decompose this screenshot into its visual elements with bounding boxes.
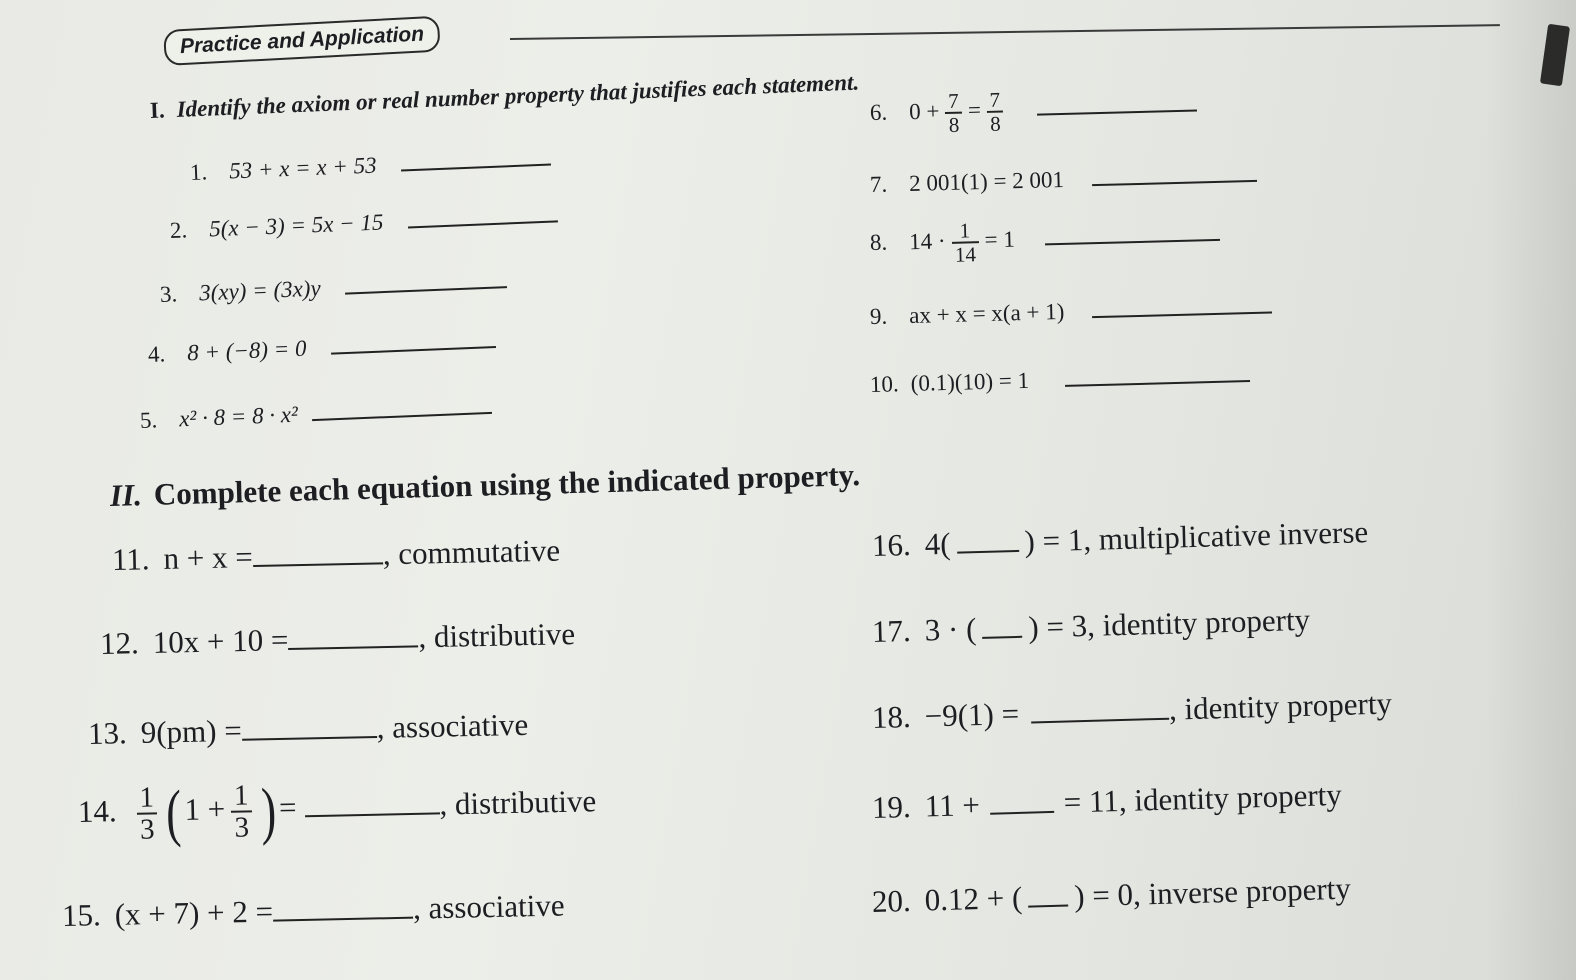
item-19 xyxy=(871,777,1342,826)
answer-blank[interactable] xyxy=(1065,378,1250,387)
item-number: 16. xyxy=(871,526,912,563)
fraction: $\frac{1}{14}$ xyxy=(951,219,979,266)
property-label: , distributive xyxy=(439,783,597,822)
item-number: 2. xyxy=(169,217,188,243)
item-number: 10. xyxy=(869,371,900,397)
item-12 xyxy=(100,616,576,662)
left-paren: ( xyxy=(165,776,183,849)
item-expression: 9(pm) = xyxy=(140,712,243,750)
item-number: 19. xyxy=(871,788,912,825)
fraction: $\frac{1}{3}$ xyxy=(231,780,253,843)
item-expression: 10x + 10 = xyxy=(152,622,289,660)
answer-blank[interactable] xyxy=(1092,309,1272,318)
item-11 xyxy=(112,533,561,578)
item-number: 18. xyxy=(871,698,912,735)
item-number: 17. xyxy=(871,612,912,649)
answer-blank[interactable] xyxy=(1092,178,1257,186)
item-6: 6. 0 + $\frac{7}{8}$ = $\frac{7}{8}$ xyxy=(869,83,1198,138)
item-number: 15. xyxy=(61,897,102,933)
page-edge-shadow xyxy=(1486,0,1576,980)
item-expression: 0 + xyxy=(908,98,940,125)
answer-blank[interactable] xyxy=(289,643,419,650)
item-expression: 2 001(1) = 2 001 xyxy=(908,166,1065,196)
answer-blank[interactable] xyxy=(331,344,496,355)
item-expression: n + x = xyxy=(163,539,254,576)
item-expression: ax + x = x(a + 1) xyxy=(908,298,1065,328)
item-13 xyxy=(88,707,529,752)
item-expression: 3 · ( xyxy=(924,611,977,648)
item-expression: x² · 8 = 8 · x² xyxy=(178,401,299,432)
item-8: 8. 14 · $\frac{1}{14}$ = 1 xyxy=(869,213,1220,268)
item-expression: 0.12 + ( xyxy=(924,879,1023,918)
item-16 xyxy=(871,514,1368,564)
item-number: 11. xyxy=(111,541,150,577)
part2-roman: II. xyxy=(109,477,143,513)
item-number: 1. xyxy=(189,159,208,185)
property-label: , identity property xyxy=(1168,685,1393,727)
answer-blank[interactable] xyxy=(407,218,557,228)
item-number: 14. xyxy=(77,793,118,830)
part1-instruction xyxy=(149,70,859,124)
part2-instruction xyxy=(109,457,860,514)
property-label: , distributive xyxy=(418,616,576,655)
answer-blank[interactable] xyxy=(983,634,1023,639)
item-number: 8. xyxy=(869,229,888,256)
property-label: ) = 1, multiplicative inverse xyxy=(1024,514,1369,559)
item-4 xyxy=(147,328,495,368)
item-expression: (x + 7) + 2 = xyxy=(114,893,274,932)
item-number: 5. xyxy=(139,407,158,433)
item-number: 20. xyxy=(871,882,912,919)
item-expression: 14 · xyxy=(908,228,946,255)
answer-blank[interactable] xyxy=(1037,108,1197,116)
item-18 xyxy=(871,685,1392,736)
answer-blank[interactable] xyxy=(1028,903,1068,908)
answer-blank[interactable] xyxy=(242,734,377,741)
item-number: 9. xyxy=(869,303,888,329)
answer-blank[interactable] xyxy=(1031,716,1169,724)
property-label: , associative xyxy=(376,706,529,745)
answer-blank[interactable] xyxy=(305,811,440,818)
part2-instruction-text: Complete each equation using the indicated property. xyxy=(153,457,861,512)
item-number: 4. xyxy=(147,341,166,367)
answer-blank[interactable] xyxy=(957,548,1019,554)
item-1 xyxy=(189,146,550,186)
item-9 xyxy=(870,293,1273,330)
answer-blank[interactable] xyxy=(990,809,1054,815)
item-expression: 8 + (−8) = 0 xyxy=(186,335,307,366)
item-expression: 53 + x = x + 53 xyxy=(228,152,378,184)
item-7 xyxy=(870,162,1258,198)
right-paren: ) xyxy=(260,774,277,847)
part1-roman: I. xyxy=(149,97,166,123)
header-rule xyxy=(510,24,1500,40)
property-label: , associative xyxy=(412,887,565,926)
item-20 xyxy=(871,871,1351,920)
item-2 xyxy=(169,202,557,244)
item-5 xyxy=(139,394,492,434)
part1-instruction-text: Identify the axiom or real number property that justifies each statement. xyxy=(176,69,860,122)
item-expression: −9(1) = xyxy=(924,695,1020,734)
item-number: 13. xyxy=(87,715,128,751)
answer-blank[interactable] xyxy=(345,284,507,294)
answer-blank[interactable] xyxy=(401,162,551,172)
item-10 xyxy=(870,362,1251,398)
fraction: $\frac{1}{3}$ xyxy=(136,782,158,845)
item-number: 3. xyxy=(159,281,178,307)
item-number: 6. xyxy=(869,99,888,126)
item-expression: (0.1)(10) = 1 xyxy=(910,367,1030,396)
item-14: 14. $\frac{1}{3}$ (1 + $\frac{1}{3}$ )= , distributive xyxy=(77,774,597,849)
property-label: = 11, identity property xyxy=(1063,776,1343,820)
section-header: Practice and Application xyxy=(163,16,441,66)
item-15 xyxy=(62,887,565,934)
item-expression: 3(xy) = (3x)y xyxy=(198,275,322,306)
item-3 xyxy=(159,268,507,308)
property-label: ) = 0, inverse property xyxy=(1073,870,1352,914)
item-17 xyxy=(871,602,1310,650)
answer-blank[interactable] xyxy=(273,915,413,922)
property-label: ) = 3, identity property xyxy=(1027,601,1311,645)
item-number: 7. xyxy=(869,171,888,197)
answer-blank[interactable] xyxy=(253,560,383,567)
item-expression: 4( xyxy=(924,525,952,562)
fraction: $\frac{7}{8}$ xyxy=(945,90,963,137)
answer-blank[interactable] xyxy=(1045,237,1220,246)
item-expression: 11 + xyxy=(924,786,981,824)
fraction: $\frac{7}{8}$ xyxy=(986,89,1004,136)
answer-blank[interactable] xyxy=(312,410,492,421)
item-expression: 5(x − 3) = 5x − 15 xyxy=(208,209,384,242)
item-number: 12. xyxy=(99,625,140,661)
property-label: , commutative xyxy=(382,532,561,572)
